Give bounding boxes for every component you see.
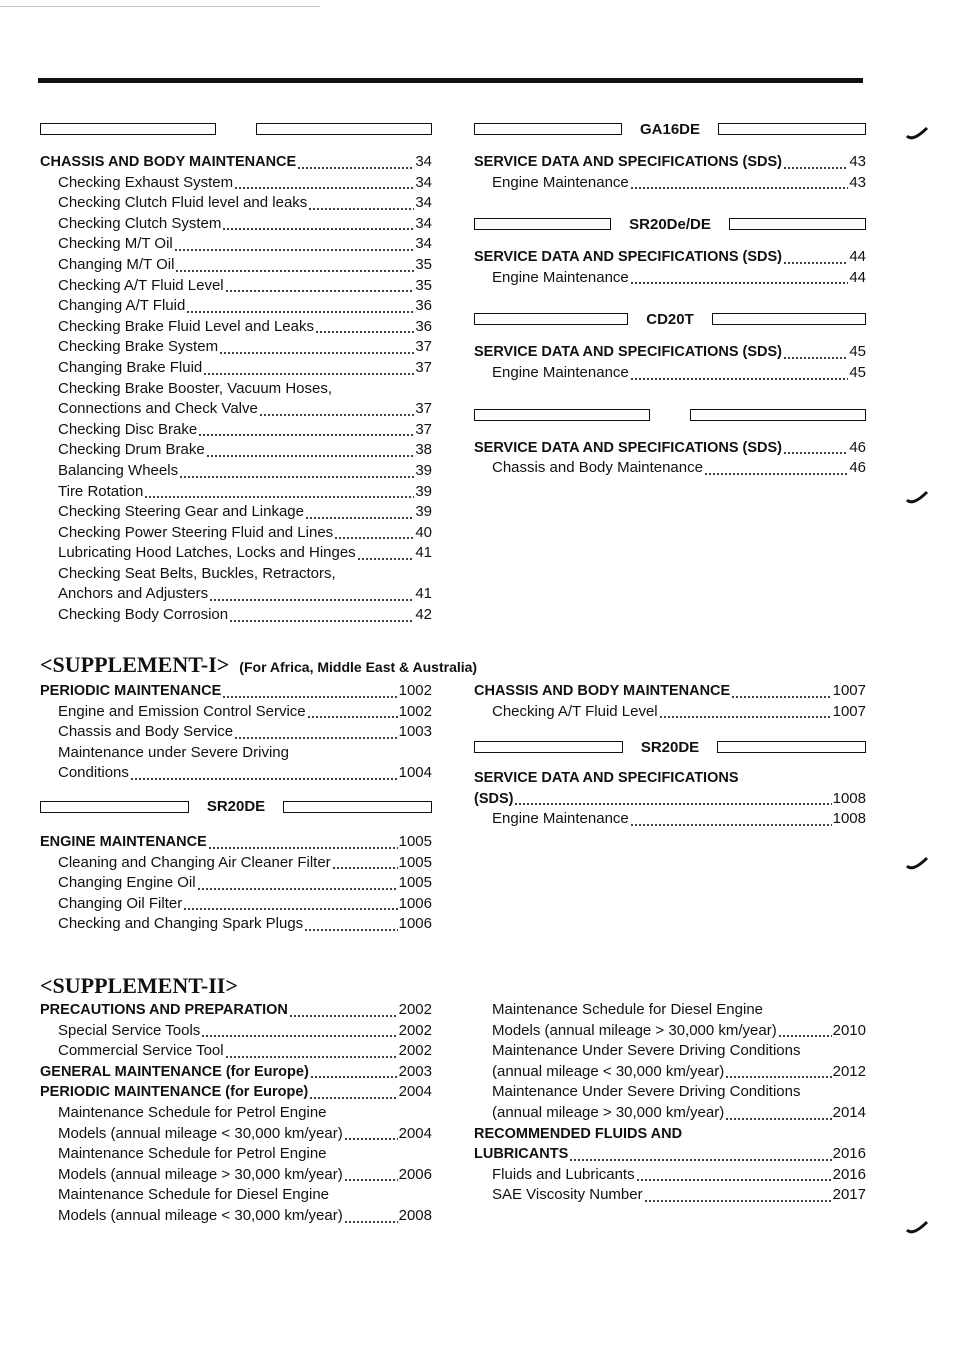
toc-label: Changing Brake Fluid <box>58 358 203 376</box>
page-number: 41 <box>415 585 432 603</box>
toc-item[interactable]: Engine Maintenance 1008 <box>492 810 866 828</box>
dot-leader <box>206 455 415 457</box>
page-number: 2006 <box>398 1165 432 1183</box>
header-box-left <box>474 409 650 421</box>
engine-header-sr20de <box>40 796 432 818</box>
toc-label: Checking Brake System <box>58 338 219 356</box>
toc-label: Checking and Changing Spark Plugs <box>58 915 304 933</box>
toc-item[interactable] <box>40 461 432 482</box>
dot-leader <box>203 373 414 375</box>
dot-leader <box>630 187 849 189</box>
dot-leader <box>725 1118 831 1120</box>
toc-label: Models (annual mileage < 30,000 km/year) <box>58 1124 343 1142</box>
toc-item[interactable] <box>40 722 432 743</box>
toc-item[interactable] <box>40 1124 432 1145</box>
header-box-left <box>474 218 611 230</box>
header-box-left <box>474 313 628 325</box>
header-box-right <box>283 801 432 813</box>
toc-label: Checking Exhaust System <box>58 173 234 191</box>
dot-leader <box>225 290 415 292</box>
toc-label: SAE Viscosity Number <box>492 1186 643 1204</box>
engine-section-header <box>474 118 866 140</box>
toc-label: Chassis and Body Service <box>58 723 234 741</box>
toc-label: SERVICE DATA AND SPECIFICATIONS (SDS) <box>474 249 783 266</box>
toc-label: Chassis and Body Maintenance <box>492 459 703 477</box>
toc-item[interactable]: Maintenance Schedule for Petrol Engine <box>58 1145 327 1163</box>
dot-leader <box>783 262 848 264</box>
page-number: 2017 <box>832 1186 866 1204</box>
toc-item[interactable] <box>40 523 432 544</box>
page-number: 45 <box>849 363 866 381</box>
toc-item[interactable] <box>40 1165 432 1186</box>
supplement-2-left-column <box>40 1000 432 1227</box>
top-left-column <box>40 110 432 626</box>
top-edge-line <box>0 6 320 7</box>
engine-label: CD20T <box>646 310 694 328</box>
toc-label: Changing A/T Fluid <box>58 297 186 315</box>
toc-label: Checking Disc Brake <box>58 420 198 438</box>
dot-leader <box>305 517 414 519</box>
page-number: 39 <box>415 482 432 500</box>
dot-leader <box>310 1076 398 1078</box>
page-number: 41 <box>415 544 432 562</box>
page-number: 2002 <box>398 1042 432 1060</box>
toc-item[interactable] <box>40 763 432 784</box>
toc-item[interactable] <box>40 173 432 194</box>
dot-leader <box>630 378 849 380</box>
toc-label: PERIODIC MAINTENANCE (for Europe) <box>40 1084 309 1101</box>
page-number: 1005 <box>398 874 432 892</box>
toc-label: Tire Rotation <box>58 482 144 500</box>
toc-item[interactable] <box>40 358 432 379</box>
toc-heading[interactable]: RECOMMENDED FLUIDS AND <box>474 1125 683 1142</box>
page-number: 2002 <box>398 1001 432 1018</box>
toc-label: Checking M/T Oil <box>58 235 173 253</box>
dot-leader <box>778 1035 832 1037</box>
toc-label: Special Service Tools <box>58 1021 201 1039</box>
page-number: 38 <box>415 441 432 459</box>
supplement-1-title: <SUPPLEMENT-I> (For Africa, Middle East & Australia) <box>40 652 478 677</box>
header-box-right <box>256 123 432 135</box>
toc-heading[interactable] <box>474 1144 866 1165</box>
dot-leader <box>644 1200 832 1202</box>
toc-item[interactable]: Checking Seat Belts, Buckles, Retractors, <box>58 564 336 582</box>
page-number: 1003 <box>398 723 432 741</box>
header-box-right <box>718 123 866 135</box>
toc-label: Lubricating Hood Latches, Locks and Hinges <box>58 544 356 562</box>
page-number: 1004 <box>398 764 432 782</box>
toc-label: Fluids and Lubricants <box>492 1165 635 1183</box>
toc-item[interactable] <box>40 337 432 358</box>
toc-item[interactable] <box>40 193 432 214</box>
dot-leader <box>222 228 414 230</box>
toc-label: Anchors and Adjusters <box>58 585 209 603</box>
page-number: 43 <box>849 153 866 170</box>
toc-item[interactable] <box>40 914 432 935</box>
toc-heading[interactable] <box>40 1062 432 1083</box>
page-number: 34 <box>415 173 432 191</box>
engine-label: SR20DE <box>206 798 266 816</box>
toc-heading[interactable]: PERIODIC MAINTENANCE 1002 <box>40 682 432 699</box>
page-number: 2003 <box>398 1062 432 1080</box>
toc-label: Changing Engine Oil <box>58 874 196 892</box>
page-number: 2016 <box>832 1165 866 1183</box>
page-number: 37 <box>415 338 432 356</box>
top-left-section-header <box>40 118 432 140</box>
toc-item[interactable]: Maintenance Schedule for Petrol Engine <box>58 1103 327 1121</box>
header-box-right <box>690 409 866 421</box>
page-number: 1006 <box>398 894 432 912</box>
toc-item[interactable] <box>40 894 432 915</box>
dot-leader <box>289 1015 398 1017</box>
page-number: 46 <box>849 438 866 456</box>
toc-item[interactable]: Maintenance Under Severe Driving Conditions <box>492 1083 801 1101</box>
toc-item[interactable] <box>474 1021 866 1042</box>
toc-label: GENERAL MAINTENANCE (for Europe) <box>40 1063 309 1080</box>
toc-item[interactable]: Checking Brake Booster, Vacuum Hoses, <box>58 379 333 397</box>
supplement-2-title: <SUPPLEMENT-II> <box>40 973 238 998</box>
dot-leader <box>197 888 398 890</box>
engine-header-sr20de-right <box>474 736 866 758</box>
page-number: 43 <box>849 173 866 191</box>
page-number: 34 <box>415 194 432 212</box>
dot-leader <box>198 434 414 436</box>
supplement-1-right-column <box>474 681 866 830</box>
toc-label: Engine and Emission Control Service <box>58 702 306 720</box>
dot-leader <box>229 620 414 622</box>
toc-item[interactable] <box>40 1021 432 1042</box>
toc-item[interactable] <box>474 458 866 479</box>
toc-label: Commercial Service Tool <box>58 1042 224 1060</box>
page-number: 2016 <box>832 1145 866 1163</box>
page-number: 37 <box>415 358 432 376</box>
engine-section-header <box>474 213 866 235</box>
toc-item[interactable] <box>40 482 432 503</box>
toc-label: Checking Brake Fluid Level and Leaks <box>58 317 314 335</box>
dot-leader <box>783 167 848 169</box>
top-right-column <box>474 110 866 479</box>
toc-label: PRECAUTIONS AND PREPARATION <box>40 1002 288 1018</box>
toc-item[interactable] <box>40 214 432 235</box>
page-number: 39 <box>415 503 432 521</box>
page-number: 37 <box>415 420 432 438</box>
header-box-left <box>474 741 623 753</box>
toc-label: Cleaning and Changing Air Cleaner Filter <box>58 853 331 871</box>
toc-item[interactable] <box>40 1206 432 1227</box>
page-number: 36 <box>415 297 432 315</box>
toc-label: Checking Clutch Fluid level and leaks <box>58 194 308 212</box>
dot-leader <box>219 352 414 354</box>
toc-label: Models (annual mileage > 30,000 km/year) <box>58 1165 343 1183</box>
dot-leader <box>704 473 848 475</box>
page-number: 46 <box>849 459 866 477</box>
toc-label: Engine Maintenance <box>492 363 629 381</box>
toc-label: LUBRICANTS <box>474 1146 569 1163</box>
toc-item[interactable] <box>40 420 432 441</box>
dot-leader <box>308 208 414 210</box>
toc-item[interactable] <box>40 584 432 605</box>
toc-label: Conditions <box>58 764 129 782</box>
engine-label: SR20De/DE <box>629 215 711 233</box>
header-box-left <box>474 123 622 135</box>
toc-heading[interactable] <box>474 152 866 173</box>
page-number: 2002 <box>398 1021 432 1039</box>
page-number: 2004 <box>398 1083 432 1101</box>
toc-label: Checking A/T Fluid Level <box>58 276 224 294</box>
toc-heading[interactable]: ENGINE MAINTENANCE 1005 <box>40 832 432 850</box>
page-number: 35 <box>415 276 432 294</box>
dot-leader <box>344 1221 398 1223</box>
page-number: 34 <box>415 214 432 232</box>
page-number: 1002 <box>398 702 432 720</box>
toc-label: SERVICE DATA AND SPECIFICATIONS (SDS) <box>474 439 783 456</box>
toc-item[interactable]: Maintenance Schedule for Diesel Engine <box>492 1001 764 1018</box>
dot-leader <box>334 537 414 539</box>
toc-heading[interactable] <box>40 1082 432 1103</box>
header-box-left <box>40 123 216 135</box>
toc-label: Checking Body Corrosion <box>58 606 229 624</box>
toc-heading-line[interactable]: SERVICE DATA AND SPECIFICATIONS <box>474 770 739 787</box>
toc-item[interactable] <box>474 1062 866 1083</box>
header-box-left <box>40 801 189 813</box>
toc-item[interactable] <box>40 440 432 461</box>
dot-leader <box>130 778 398 780</box>
dot-leader <box>636 1179 832 1181</box>
page-number: 2014 <box>832 1103 866 1121</box>
toc-heading[interactable] <box>474 247 866 268</box>
toc-heading[interactable] <box>40 1000 432 1021</box>
toc-label: Checking Clutch System <box>58 214 222 232</box>
dot-leader <box>259 414 414 416</box>
toc-label: Models (annual mileage < 30,000 km/year) <box>58 1206 343 1224</box>
dot-leader <box>725 1076 831 1078</box>
dot-leader <box>201 1035 397 1037</box>
engine-section-header <box>474 308 866 330</box>
toc-label: Models (annual mileage > 30,000 km/year) <box>492 1021 777 1039</box>
page-number: 1005 <box>398 853 432 871</box>
page-number: 35 <box>415 255 432 273</box>
toc-heading[interactable]: CHASSIS AND BODY MAINTENANCE 1007 <box>474 682 866 699</box>
toc-item[interactable] <box>40 399 432 420</box>
dot-leader <box>315 331 414 333</box>
toc-item[interactable]: Maintenance Schedule for Diesel Engine <box>58 1186 330 1204</box>
page-number: 36 <box>415 317 432 335</box>
header-box-right <box>717 741 866 753</box>
toc-item[interactable]: Maintenance Under Severe Driving Conditions <box>492 1042 801 1060</box>
page-number: 40 <box>415 523 432 541</box>
toc-item[interactable] <box>40 873 432 894</box>
toc-label: Engine Maintenance <box>492 268 629 286</box>
page-number: 1006 <box>398 915 432 933</box>
dot-leader <box>209 599 414 601</box>
dot-leader <box>332 867 398 869</box>
dot-leader <box>186 311 414 313</box>
toc-heading[interactable]: CHASSIS AND BODY MAINTENANCE 34 <box>40 153 432 170</box>
check-mark-icon <box>905 856 931 872</box>
toc-label: Connections and Check Valve <box>58 400 258 418</box>
dot-leader <box>225 1056 398 1058</box>
dot-leader <box>234 187 414 189</box>
dot-leader <box>630 282 849 284</box>
check-mark-icon <box>905 1220 931 1236</box>
dot-leader <box>234 737 398 739</box>
toc-label: Changing M/T Oil <box>58 255 175 273</box>
toc-item[interactable] <box>40 853 432 874</box>
toc-item[interactable] <box>474 1165 866 1186</box>
toc-label: (annual mileage < 30,000 km/year) <box>492 1062 725 1080</box>
header-box-right <box>729 218 866 230</box>
toc-item[interactable] <box>40 502 432 523</box>
page-number: 39 <box>415 461 432 479</box>
engine-label: SR20DE <box>640 738 700 756</box>
page-number: 37 <box>415 400 432 418</box>
page-number: 2012 <box>832 1062 866 1080</box>
top-rule <box>38 78 863 83</box>
toc-item[interactable] <box>474 1103 866 1124</box>
toc-item[interactable]: Maintenance under Severe Driving <box>58 743 289 761</box>
toc-label: SERVICE DATA AND SPECIFICATIONS (SDS) <box>474 154 783 170</box>
toc-item[interactable] <box>40 702 432 723</box>
toc-item[interactable] <box>474 1185 866 1206</box>
header-box-right <box>712 313 866 325</box>
page-number: 34 <box>415 235 432 253</box>
dot-leader <box>183 908 397 910</box>
toc-item[interactable] <box>40 296 432 317</box>
engine-label: GA16DE <box>639 120 701 138</box>
dot-leader <box>357 558 415 560</box>
toc-label: SERVICE DATA AND SPECIFICATIONS (SDS) <box>474 344 783 361</box>
page-number: 2004 <box>398 1124 432 1142</box>
dot-leader <box>175 270 414 272</box>
toc-label: Balancing Wheels <box>58 461 179 479</box>
check-mark-icon <box>905 490 931 506</box>
toc-label: Changing Oil Filter <box>58 894 183 912</box>
toc-item[interactable] <box>40 1041 432 1062</box>
dot-leader <box>783 452 848 454</box>
dot-leader <box>783 357 848 359</box>
toc-item[interactable] <box>40 255 432 276</box>
toc-item[interactable]: Checking A/T Fluid Level 1007 <box>492 702 866 720</box>
toc-label: Checking Power Steering Fluid and Lines <box>58 523 334 541</box>
toc-heading[interactable]: (SDS) 1008 <box>474 789 866 807</box>
toc-item[interactable] <box>474 268 866 289</box>
dot-leader <box>174 249 415 251</box>
toc-item[interactable] <box>40 234 432 255</box>
toc-label: Checking Steering Gear and Linkage <box>58 503 304 521</box>
toc-item[interactable] <box>40 276 432 297</box>
toc-item[interactable] <box>474 363 866 384</box>
toc-label: (annual mileage > 30,000 km/year) <box>492 1103 725 1121</box>
toc-item[interactable] <box>40 317 432 338</box>
dot-leader <box>144 496 414 498</box>
dot-leader <box>569 1159 831 1161</box>
toc-heading[interactable] <box>474 438 866 459</box>
check-mark-icon <box>905 126 931 142</box>
toc-label: Engine Maintenance <box>492 173 629 191</box>
page-number: 45 <box>849 343 866 361</box>
page-number: 44 <box>849 268 866 286</box>
page-number: 42 <box>415 606 432 624</box>
page-number: 44 <box>849 248 866 266</box>
supplement-2-right-column <box>474 1000 866 1206</box>
toc-item[interactable] <box>40 543 432 564</box>
page-number: 2008 <box>398 1206 432 1224</box>
dot-leader <box>309 1097 397 1099</box>
dot-leader <box>344 1179 398 1181</box>
page-number: 2010 <box>832 1021 866 1039</box>
toc-heading[interactable] <box>474 342 866 363</box>
toc-item[interactable] <box>474 173 866 194</box>
engine-section-header <box>474 404 866 426</box>
dot-leader <box>344 1138 398 1140</box>
supplement-1-left-column <box>40 681 432 935</box>
toc-item[interactable] <box>40 605 432 626</box>
toc-label: Checking Drum Brake <box>58 441 205 459</box>
dot-leader <box>307 716 398 718</box>
dot-leader <box>179 476 414 478</box>
dot-leader <box>304 929 397 931</box>
